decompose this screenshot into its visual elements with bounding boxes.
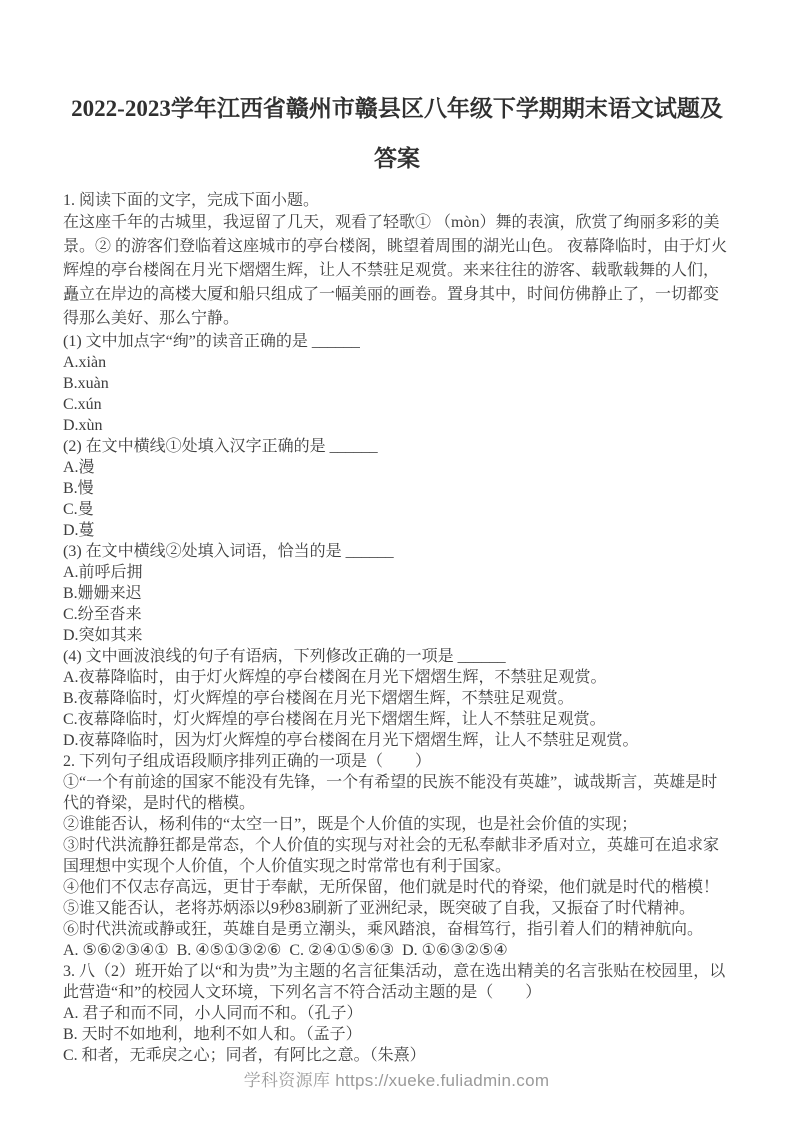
question-1-1-option-b: B.xuàn: [63, 375, 109, 392]
question-3-option-c: C. 和者，无乖戾之心；同者，有阿比之意。（朱熹）: [63, 1047, 426, 1064]
question-1: [63, 190, 731, 751]
question-1-1-option-c: C.xún: [63, 396, 102, 413]
question-1-1-option-d: D.xùn: [63, 417, 103, 434]
question-1-4-option-a: A.夜幕降临时，由于灯火辉煌的亭台楼阁在月光下熠熠生辉，不禁驻足观赏。: [63, 669, 607, 686]
question-1-3-option-d: D.突如其来: [63, 627, 143, 644]
question-1-3-option-b: B.姗姗来迟: [63, 585, 142, 602]
question-1-3-option-a: A.前呼后拥: [63, 564, 143, 581]
question-1-2-option-c: C.曼: [63, 501, 94, 518]
question-2-sentence-4: ④他们不仅志存高远，更甘于奉献，无所保留，他们就是时代的脊梁，他们就是时代的楷模！: [63, 879, 720, 896]
footer-site-name: 学科资源库: [243, 1071, 331, 1090]
question-3-stem: 3. 八（2）班开始了以“和为贵”为主题的名言征集活动，意在选出精美的名言张贴在校园里，以此营造“和”的校园人文环境，下列名言不符合活动主题的是（ ）: [63, 963, 726, 1001]
question-1-4-option-d: D.夜幕降临时，因为灯火辉煌的亭台楼阁在月光下熠熠生辉，让人不禁驻足观赏。: [63, 732, 639, 749]
question-2: [63, 751, 731, 961]
footer-url-link[interactable]: https://xueke.fuliadmin.com: [335, 1071, 550, 1090]
question-1-1-option-a: A.xiàn: [63, 354, 107, 371]
question-1-4-stem: (4) 文中画波浪线的句子有语病，下列修改正确的一项是 ______: [63, 648, 506, 665]
question-1-3-option-c: C.纷至沓来: [63, 606, 142, 623]
question-2-stem: 2. 下列句子组成语段顺序排列正确的一项是（ ）: [63, 753, 432, 770]
page-footer: [0, 1066, 793, 1091]
question-1-2-option-a: A.漫: [63, 459, 95, 476]
question-1-2-stem: (2) 在文中横线①处填入汉字正确的是 ______: [63, 438, 378, 455]
page-title: 2022-2023学年江西省赣州市赣县区八年级下学期期末语文试题及答案: [71, 96, 723, 171]
question-2-sentence-3: ③时代洪流静狂都是常态，个人价值的实现与对社会的无私奉献非矛盾对立，英雄可在追求家国理想中实现个人价值，个人价值实现之时常常也有利于国家。: [63, 837, 720, 875]
question-2-sentence-6: ⑥时代洪流或静或狂，英雄自是勇立潮头，乘风踏浪，奋楫笃行，指引着人们的精神航向。: [63, 921, 704, 938]
question-3-option-b: B. 天时不如地利，地利不如人和。（孟子）: [63, 1026, 362, 1043]
question-1-2-option-d: D.蔓: [63, 522, 95, 539]
question-2-sentence-1: ①“一个有前途的国家不能没有先锋，一个有希望的民族不能没有英雄”，诚哉斯言，英雄是时代的脊梁，是时代的楷模。: [63, 774, 718, 812]
question-2-options: A. ⑤⑥②③④① B. ④⑤①③②⑥ C. ②④①⑤⑥③ D. ①⑥③②⑤④: [63, 942, 508, 959]
question-3-option-a: A. 君子和而不同，小人同而不和。（孔子）: [63, 1005, 363, 1022]
question-1-1-stem: (1) 文中加点字“绚”的读音正确的是 ______: [63, 333, 360, 350]
question-1-4-option-b: B.夜幕降临时，灯火辉煌的亭台楼阁在月光下熠熠生辉，不禁驻足观赏。: [63, 690, 574, 707]
question-1-2-option-b: B.慢: [63, 480, 94, 497]
question-1-stem: 1. 阅读下面的文字，完成下面小题。: [63, 192, 320, 209]
question-1-3-stem: (3) 在文中横线②处填入词语，恰当的是 ______: [63, 543, 394, 560]
question-1-passage: 在这座千年的古城里，我逗留了几天，观看了轻歌① （mòn）舞的表演，欣赏了绚丽多彩的美景。② 的游客们登临着这座城市的亭台楼阁，眺望着周围的湖光山色。 夜幕降临时，由于灯火辉煌的亭台楼阁在月光下熠熠生辉，让人不禁驻足观赏。来来往往的游客、载歌载舞的人们，矗立在岸边的高楼大厦和船只组成了一幅美丽的画卷。置身其中，时间仿佛静止了，一切都变得那么美好、那么宁静。: [63, 214, 728, 327]
question-2-sentence-5: ⑤谁又能否认，老将苏炳添以9秒83刷新了亚洲纪录，既突破了自我，又振奋了时代精神。: [63, 900, 696, 917]
question-1-4-option-c: C.夜幕降临时，灯火辉煌的亭台楼阁在月光下熠熠生辉，让人不禁驻足观赏。: [63, 711, 606, 728]
question-3: [63, 961, 731, 1066]
question-2-sentence-2: ②谁能否认，杨利伟的“太空一日”，既是个人价值的实现，也是社会价值的实现；: [63, 816, 638, 833]
